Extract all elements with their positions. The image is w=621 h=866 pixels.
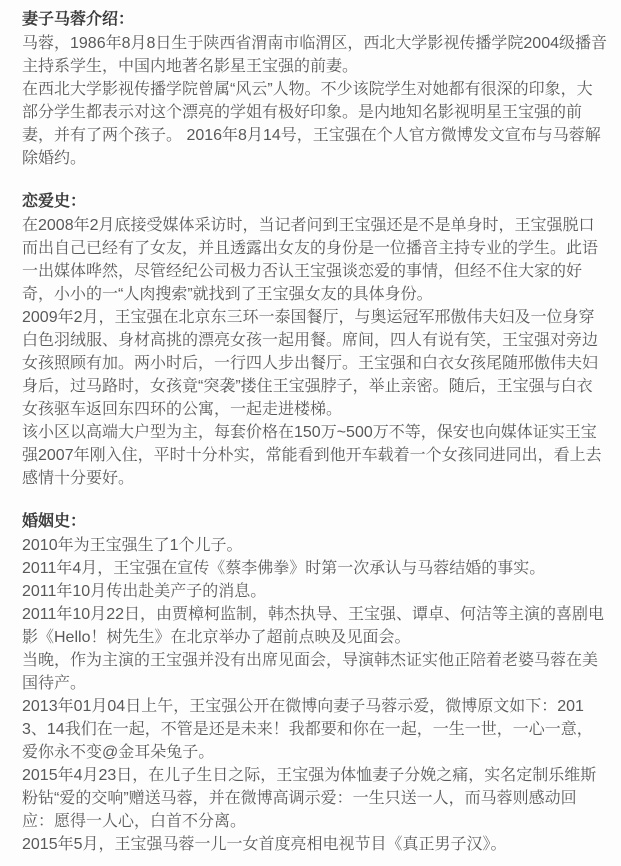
section-love-history [22, 190, 608, 490]
paragraph: 当晚，作为主演的王宝强并没有出席见面会，导演韩杰证实他正陪着老婆马蓉在美国待产。 [22, 652, 599, 692]
paragraph: 2010年为王宝强生了1个儿子。 [22, 537, 243, 554]
paragraph: 2011年10月传出赴美产子的消息。 [22, 583, 267, 600]
section-heading-marriage-history: 婚姻史： [22, 513, 87, 530]
paragraph: 在2008年2月底接受媒体采访时，当记者问到王宝强还是不是单身时，王宝强脱口而出自己已经有了女友，并且透露出女友的身份是一位播音主持专业的学生。此语一出媒体哗然，尽管经纪公司极力否认王宝强谈恋爱的事情，但经不住大家的好奇，小小的一“人肉搜索”就找到了王宝强女友的具体身份。 [22, 217, 599, 303]
paragraph: 2009年2月，王宝强在北京东三环一泰国餐厅，与奥运冠军邢傲伟夫妇及一位身穿白色羽绒服、身材高挑的漂亮女孩一起用餐。席间，四人有说有笑，王宝强对旁边女孩照顾有加。两小时后，一行四人步出餐厅。王宝强和白衣女孩尾随邢傲伟夫妇身后，过马路时，女孩竟“突袭”搂住王宝强脖子，举止亲密。随后，王宝强与白衣女孩驱车返回东四环的公寓，一起走进楼梯。 [22, 309, 599, 418]
paragraph: 2011年10月22日，由贾樟柯监制，韩杰执导、王宝强、谭卓、何洁等主演的喜剧电影《Hello！树先生》在北京举办了超前点映及见面会。 [22, 606, 605, 646]
paragraph: 该小区以高端大户型为主，每套价格在150万~500万不等，保安也向媒体证实王宝强2007年刚入住，平时十分朴实，常能看到他开车载着一个女孩同进同出，看上去感情十分要好。 [22, 424, 602, 487]
section-marriage-history [22, 510, 608, 856]
paragraph: 2015年4月23日，在儿子生日之际，王宝强为体恤妻子分娩之痛，实名定制乐维斯粉钻“爱的交响”赠送马蓉，并在微博高调示爱：一生只送一人，而马蓉则感动回应：愿得一人心，白首不分离。 [22, 767, 597, 830]
paragraph: 2015年5月，王宝强马蓉一儿一女首度亮相电视节目《真正男子汉》。 [22, 836, 507, 853]
section-wife-intro [22, 8, 608, 170]
section-heading-wife-intro: 妻子马蓉介绍： [22, 11, 135, 28]
paragraph: 2013年01月04日上午，王宝强公开在微博向妻子马蓉示爱，微博原文如下：2013、14我们在一起，不管是还是未来！我都要和你在一起，一生一世，一心一意，爱你永不变@金耳朵兔子。 [22, 698, 593, 761]
paragraph: 马蓉，1986年8月8日生于陕西省渭南市临渭区，西北大学影视传播学院2004级播音主持系学生，中国内地著名影星王宝强的前妻。 [22, 35, 607, 75]
paragraph: 在西北大学影视传播学院曾属“风云”人物。不少该院学生对她都有很深的印象，大部分学生都表示对这个漂亮的学姐有极好印象。是内地知名影视明星王宝强的前妻，并有了两个孩子。 2016年8月14号，王宝强在个人官方微博发文宣布与马蓉解除婚约。 [22, 81, 601, 167]
section-heading-love-history: 恋爱史： [22, 193, 87, 210]
paragraph: 2011年4月，王宝强在宣传《蔡李佛拳》时第一次承认与马蓉结婚的事实。 [22, 560, 546, 577]
